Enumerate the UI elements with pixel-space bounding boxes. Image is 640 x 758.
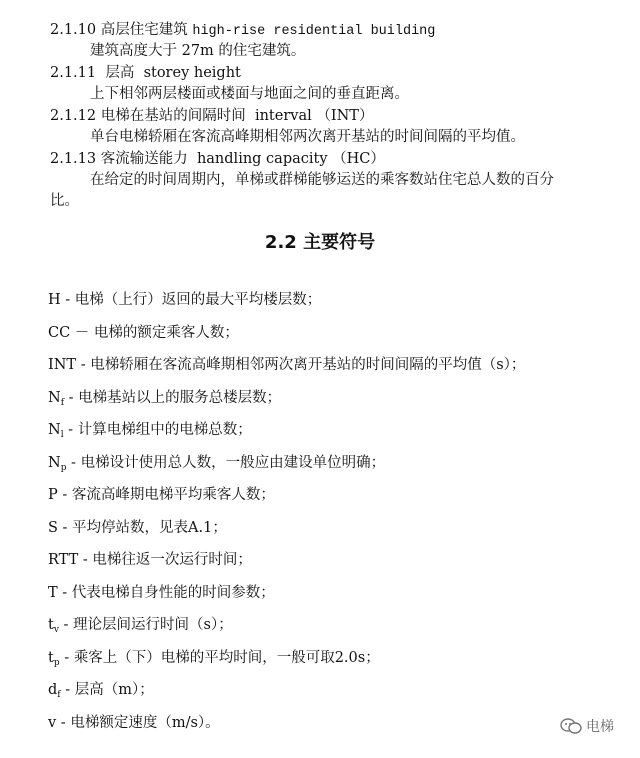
- symbol-description: － 电梯的额定乘客人数；: [70, 324, 239, 341]
- symbol-name: N: [48, 454, 61, 471]
- symbol-description: - 乘客上（下）电梯的平均时间，一般可取2.0s；: [59, 649, 380, 666]
- symbol-row: [48, 419, 252, 446]
- symbol-row: [48, 289, 321, 316]
- symbol-name: RTT: [48, 552, 79, 568]
- symbol-name: CC: [48, 324, 71, 341]
- symbol-name: N: [48, 389, 61, 406]
- symbol-row: [48, 549, 252, 576]
- symbol-name: H: [48, 292, 61, 308]
- symbol-name: P: [48, 487, 58, 503]
- symbol-row: [48, 387, 281, 414]
- symbol-row: [48, 582, 275, 609]
- symbol-name: v: [48, 714, 57, 731]
- symbol-description: - 电梯设计使用总人数，一般应由建设单位明确；: [66, 454, 386, 471]
- symbol-subscript: f: [60, 397, 65, 408]
- symbol-description: - 电梯额定速度（m/s）。: [56, 714, 220, 731]
- symbol-row: [48, 517, 227, 544]
- symbol-row: [48, 484, 275, 511]
- symbol-subscript: f: [57, 690, 61, 700]
- def-2-1-10-title: 2.1.10 高层住宅建筑 high-rise residential building: [50, 22, 436, 39]
- symbol-subscript: p: [60, 462, 67, 473]
- def-2-1-13-desc-cont: 比。: [50, 193, 79, 209]
- symbol-name: t: [48, 617, 54, 633]
- wechat-icon: [560, 717, 582, 735]
- symbol-subscript: l: [60, 430, 64, 440]
- symbol-description: - 计算电梯组中的电梯总数；: [63, 422, 252, 438]
- symbol-name: N: [48, 422, 61, 438]
- symbol-name: INT: [48, 357, 77, 373]
- symbol-row: [48, 614, 233, 641]
- symbol-row: [48, 354, 525, 381]
- symbol-description: - 电梯（上行）返回的最大平均楼层数；: [60, 292, 322, 308]
- symbol-name: S: [48, 519, 58, 536]
- def-2-1-11-desc: 上下相邻两层楼面或楼面与地面之间的垂直距离。: [90, 86, 409, 102]
- symbol-description: - 代表电梯自身性能的时间参数；: [57, 584, 275, 601]
- watermark-text: 电梯: [586, 719, 614, 735]
- symbol-row: [48, 452, 385, 479]
- def-2-1-12-desc: 单台电梯轿厢在客流高峰期相邻两次离开基站的时间间隔的平均值。: [90, 129, 525, 145]
- symbol-description: - 层高（m）；: [60, 682, 154, 698]
- symbol-description: - 电梯基站以上的服务总楼层数；: [64, 389, 282, 406]
- section-heading: 2.2 主要符号: [264, 232, 376, 253]
- symbol-description: - 电梯往返一次运行时间；: [78, 552, 252, 568]
- symbol-subscript: v: [53, 625, 59, 635]
- symbol-description: - 电梯轿厢在客流高峰期相邻两次离开基站的时间间隔的平均值（s）；: [76, 357, 526, 373]
- symbol-row: [48, 712, 220, 739]
- symbol-description: - 客流高峰期电梯平均乘客人数；: [57, 487, 275, 503]
- symbol-subscript: p: [53, 657, 60, 668]
- symbol-name: T: [48, 584, 58, 601]
- def-2-1-13-title: 2.1.13 客流输送能力 handling capacity （HC）: [50, 151, 385, 167]
- def-2-1-12-title: 2.1.12 电梯在基站的间隔时间 interval （INT）: [50, 108, 374, 124]
- symbol-name: t: [48, 649, 54, 666]
- symbol-row: [48, 322, 239, 349]
- symbol-row: [48, 679, 154, 706]
- watermark: [560, 716, 614, 736]
- def-2-1-10-desc: 建筑高度大于 27m 的住宅建筑。: [90, 43, 306, 59]
- symbol-description: - 理论层间运行时间（s）；: [58, 617, 233, 633]
- def-2-1-13-desc: 在给定的时间周期内，单梯或群梯能够运送的乘客数站住宅总人数的百分: [90, 172, 554, 188]
- def-2-1-11-title: 2.1.11 层高 storey height: [50, 65, 241, 81]
- symbol-name: d: [48, 682, 58, 698]
- symbol-description: - 平均停站数，见表A.1；: [57, 519, 227, 536]
- symbol-row: [48, 647, 380, 674]
